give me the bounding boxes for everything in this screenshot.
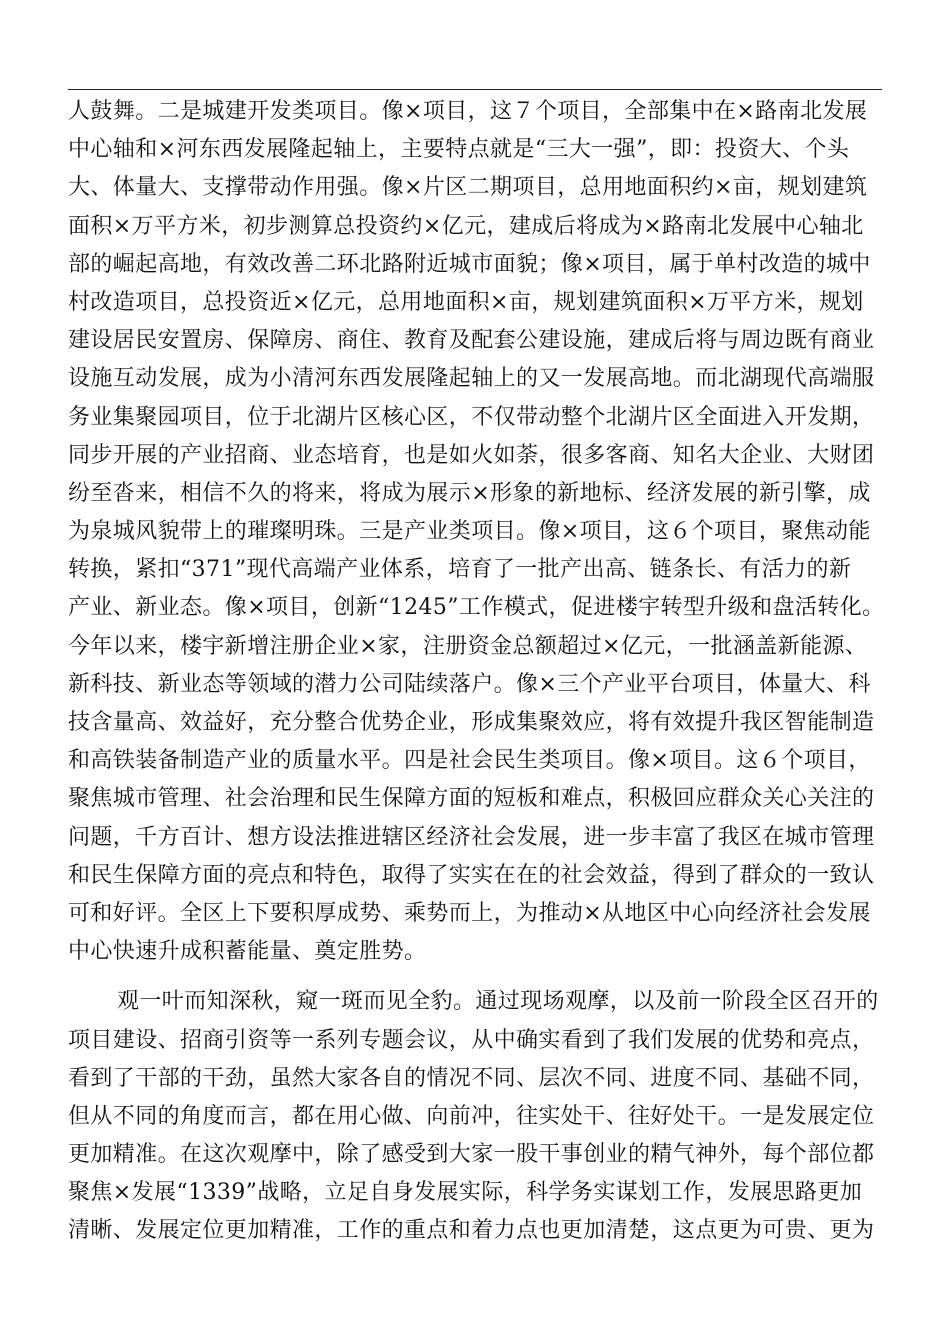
text-line-first-indent: 观一叶而知深秋，窥一斑而见全豹。通过现场观摩，以及前一阶段全区召开的 bbox=[117, 989, 879, 1015]
text-line: 问题，千方百计、想方设法推进辖区经济社会发展，进一步丰富了我区在城市管理 bbox=[68, 824, 875, 850]
text-line: 建设居民安置房、保障房、商住、教育及配套公建设施，建成后将与周边既有商业 bbox=[68, 328, 875, 354]
text-line: 中心轴和×河东西发展隆起轴上，主要特点就是“三大一强”，即：投资大、个头 bbox=[68, 137, 850, 163]
paragraph-2 bbox=[68, 983, 898, 1250]
text-line: 转换，紧扣“371”现代高端产业体系，培育了一批产出高、链条长、有活力的新 bbox=[68, 557, 852, 583]
header-rule bbox=[68, 89, 882, 90]
text-line: 和高铁装备制造产业的质量水平。四是社会民生类项目。像×项目。这６个项目， bbox=[68, 748, 871, 774]
text-line: 人鼓舞。二是城建开发类项目。像×项目，这７个项目，全部集中在×路南北发展 bbox=[68, 99, 868, 124]
text-line: 更加精准。在这次观摩中，除了感受到大家一股干事创业的精气神外，每个部位都 bbox=[68, 1142, 875, 1168]
text-line: 今年以来，楼宇新增注册企业×家，注册资金总额超过×亿元，一批涵盖新能源、 bbox=[68, 633, 868, 659]
text-line: 同步开展的产业招商、业态培育，也是如火如荼，很多客商、知名大企业、大财团 bbox=[68, 442, 875, 468]
text-line: 聚焦城市管理、社会治理和民生保障方面的短板和难点，积极回应群众关心关注的 bbox=[68, 786, 875, 812]
paragraph-1 bbox=[68, 93, 898, 971]
body-text bbox=[68, 93, 898, 1251]
text-line: 但从不同的角度而言，都在用心做、向前冲，往实处干、往好处干。一是发展定位 bbox=[68, 1103, 875, 1129]
text-line: 为泉城风貌带上的璀璨明珠。三是产业类项目。像×项目，这６个项目，聚焦动能 bbox=[68, 519, 871, 545]
text-line: 产业、新业态。像×项目，创新“1245”工作模式，促进楼宇转型升级和盘活转化。 bbox=[68, 595, 885, 621]
text-line: 和民生保障方面的亮点和特色，取得了实实在在的社会效益，得到了群众的一致认 bbox=[68, 862, 875, 888]
text-line: 设施互动发展，成为小清河东西发展隆起轴上的又一发展高地。而北湖现代高端服 bbox=[68, 366, 875, 392]
text-line: 技含量高、效益好，充分整合优势企业，形成集聚效应，将有效提升我区智能制造 bbox=[68, 710, 875, 735]
text-line: 看到了干部的干劲，虽然大家各自的情况不同、层次不同、进度不同、基础不同， bbox=[68, 1065, 875, 1091]
text-line: 大、体量大、支撑带动作用强。像×片区二期项目，总用地面积约×亩，规划建筑 bbox=[68, 175, 868, 201]
text-line: 项目建设、招商引资等一系列专题会议，从中确实看到了我们发展的优势和亮点， bbox=[68, 1027, 875, 1053]
text-line: 村改造项目，总投资近×亿元，总用地面积×亩，规划建筑面积×万平方米，规划 bbox=[68, 289, 864, 315]
text-line: 面积×万平方米，初步测算总投资约×亿元，建成后将成为×路南北发展中心轴北 bbox=[68, 213, 864, 239]
text-line: 可和好评。全区上下要积厚成势、乘势而上，为推动×从地区中心向经济社会发展 bbox=[68, 900, 871, 926]
text-line: 务业集聚园项目，位于北湖片区核心区，不仅带动整个北湖片区全面进入开发期， bbox=[68, 404, 875, 430]
text-line: 纷至沓来，相信不久的将来，将成为展示×形象的新地标、经济发展的新引擎，成 bbox=[68, 480, 871, 506]
text-line: 部的崛起高地，有效改善二环北路附近城市面貌；像×项目，属于单村改造的城中 bbox=[68, 251, 871, 277]
paragraph-spacer bbox=[68, 971, 898, 983]
text-line: 聚焦×发展“1339”战略，立足自身发展实际，科学务实谋划工作，发展思路更加 bbox=[68, 1180, 863, 1206]
text-line: 新科技、新业态等领域的潜力公司陆续落户。像×三个产业平台项目，体量大、科 bbox=[68, 671, 871, 697]
text-line: 中心快速升成积蓄能量、奠定胜势。 bbox=[68, 939, 427, 965]
text-line: 清晰、发展定位更加精准，工作的重点和着力点也更加清楚，这点更为可贵、更为 bbox=[68, 1218, 875, 1244]
